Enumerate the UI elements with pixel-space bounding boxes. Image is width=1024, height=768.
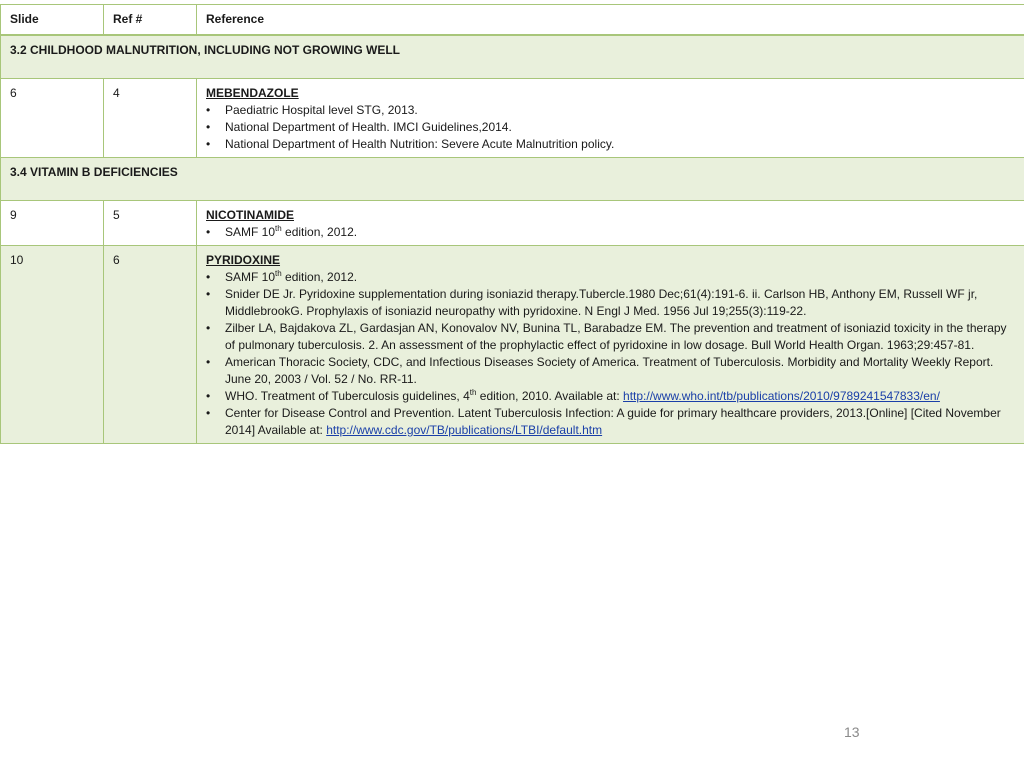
who-link[interactable]: http://www.who.int/tb/publications/2010/9789241547833/en/ bbox=[623, 389, 940, 403]
ref-cell: 4 bbox=[104, 79, 197, 158]
drug-name: NICOTINAMIDE bbox=[206, 208, 294, 222]
drug-name: PYRIDOXINE bbox=[206, 253, 281, 267]
item-text: Center for Disease Control and Prevention. Latent Tuberculosis Infection: A guide for primary healthcare providers, 2013.[Online] [Cited November 2014] Available at: bbox=[225, 406, 1001, 437]
reference-cell bbox=[197, 246, 1024, 444]
slide-cell: 9 bbox=[1, 201, 104, 246]
table-row bbox=[1, 201, 1024, 246]
header-slide: Slide bbox=[1, 5, 104, 36]
reference-item bbox=[206, 405, 1015, 439]
drug-name: MEBENDAZOLE bbox=[206, 86, 299, 100]
reference-item bbox=[206, 224, 1015, 241]
reference-item: • American Thoracic Society, CDC, and Infectious Diseases Society of America. Treatment of Tuberculosis. Morbidity and Mortality Weekly Report. June 20, 2003 / Vol. 52 / No. RR-11. bbox=[206, 354, 1015, 388]
table-row bbox=[1, 246, 1024, 444]
reference-list bbox=[206, 224, 1015, 241]
reference-item: • National Department of Health. IMCI Guidelines,2014. bbox=[206, 119, 1015, 136]
references-table bbox=[0, 4, 1024, 444]
reference-item bbox=[206, 388, 1015, 405]
section-row bbox=[1, 35, 1024, 79]
item-text: SAMF 10 bbox=[225, 270, 276, 284]
table-row bbox=[1, 79, 1024, 158]
slide-cell: 6 bbox=[1, 79, 104, 158]
item-text: WHO. Treatment of Tuberculosis guidelines, 4 bbox=[225, 389, 470, 403]
reference-list bbox=[206, 269, 1015, 439]
cdc-link[interactable]: http://www.cdc.gov/TB/publications/LTBI/default.htm bbox=[326, 423, 603, 437]
reference-item: • Snider DE Jr. Pyridoxine supplementation during isoniazid therapy.Tubercle.1980 Dec;61(4):191-6. ii. Carlson HB, Anthony EM, Russell WF jr, MiddlebrookG. Prophylaxis of isoniazid neuropathy with pyridoxine. N Engl J Med. 1956 Jul 19;255(3):119-22. bbox=[206, 286, 1015, 320]
item-text: edition, 2010. Available at: bbox=[476, 389, 624, 403]
superscript: th bbox=[275, 224, 282, 233]
item-text: edition, 2012. bbox=[281, 225, 358, 239]
header-ref: Ref # bbox=[104, 5, 197, 36]
slide-cell: 10 bbox=[1, 246, 104, 444]
section-title: 3.2 CHILDHOOD MALNUTRITION, INCLUDING NOT GROWING WELL bbox=[1, 35, 1024, 79]
item-text: edition, 2012. bbox=[281, 270, 358, 284]
reference-item: • National Department of Health Nutrition: Severe Acute Malnutrition policy. bbox=[206, 136, 1015, 153]
superscript: th bbox=[275, 269, 282, 278]
header-row bbox=[1, 5, 1024, 36]
item-text: SAMF 10 bbox=[225, 225, 276, 239]
reference-cell bbox=[197, 201, 1024, 246]
reference-list bbox=[206, 102, 1015, 153]
reference-item: • Paediatric Hospital level STG, 2013. bbox=[206, 102, 1015, 119]
header-reference: Reference bbox=[197, 5, 1024, 36]
reference-cell bbox=[197, 79, 1024, 158]
reference-item: • Zilber LA, Bajdakova ZL, Gardasjan AN, Konovalov NV, Bunina TL, Barabadze EM. The prevention and treatment of isoniazid toxicity in the therapy of pulmonary tuberculosis. 2. An assessment of the prophylactic effect of pyridoxine in low dosage. Bull World Health Organ. 1963;29:457-81. bbox=[206, 320, 1015, 354]
section-row bbox=[1, 158, 1024, 201]
section-title: 3.4 VITAMIN B DEFICIENCIES bbox=[1, 158, 1024, 201]
ref-cell: 6 bbox=[104, 246, 197, 444]
superscript: th bbox=[469, 388, 477, 397]
page-number: 13 bbox=[844, 724, 860, 740]
reference-item bbox=[206, 269, 1015, 286]
ref-cell: 5 bbox=[104, 201, 197, 246]
